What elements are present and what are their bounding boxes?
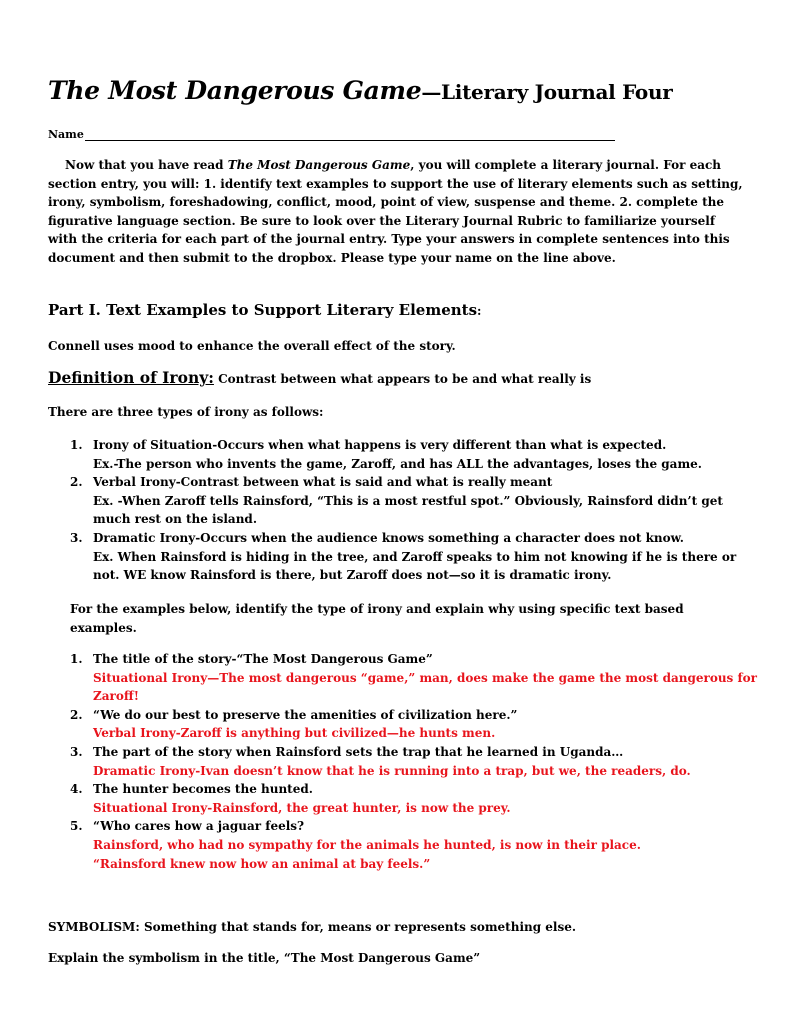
- symbolism-definition: SYMBOLISM: Something that stands for, means or represents something else.: [48, 920, 577, 934]
- part1-heading: [48, 301, 481, 319]
- irony-definition-text: Contrast between what appears to be and what really is: [213, 372, 592, 386]
- intro-paragraph: [48, 156, 748, 268]
- part1-heading-colon: :: [477, 304, 482, 318]
- list-number: 1.: [70, 652, 83, 666]
- list-number: 2.: [70, 707, 83, 722]
- examples-intro: For the examples below, identify the type of irony and explain why using specific text based examples.: [70, 602, 684, 635]
- irony-type-definition: Irony of Situation-Occurs when what happens is very different than what is expected.: [93, 438, 667, 452]
- name-label: Name: [48, 128, 84, 141]
- example-answer[interactable]: Rainsford, who had no sympathy for the animals he hunted, is now in their place.: [93, 837, 641, 852]
- part1-heading-text: Part I. Text Examples to Support Literary Elements: [48, 301, 478, 319]
- list-item: [70, 780, 760, 817]
- example-answer[interactable]: Situational Irony-Rainsford, the great hunter, is now the prey.: [93, 800, 511, 815]
- list-item: [70, 473, 760, 529]
- irony-types-list: [70, 436, 760, 585]
- intro-story-title: The Most Dangerous Game: [227, 158, 411, 172]
- symbolism-prompt: Explain the symbolism in the title, “The Most Dangerous Game”: [48, 951, 481, 965]
- list-item: [70, 650, 760, 706]
- irony-type-example: Ex. -When Zaroff tells Rainsford, “This is a most restful spot.” Obviously, Rainsford didn’t get much rest on the island.: [93, 493, 723, 527]
- example-prompt: “We do our best to preserve the amenities of civilization here.”: [93, 707, 518, 722]
- irony-type-definition: Dramatic Irony-Occurs when the audience knows something a character does not know.: [93, 530, 684, 545]
- example-answer[interactable]: Dramatic Irony-Ivan doesn’t know that he is running into a trap, but we, the readers, do.: [93, 763, 691, 778]
- list-item: [70, 436, 760, 473]
- irony-definition-heading: Definition of Irony:: [48, 368, 214, 387]
- irony-type-example: Ex.-The person who invents the game, Zaroff, and has ALL the advantages, loses the game.: [93, 456, 702, 471]
- example-answer[interactable]: Situational Irony—The most dangerous “game,” man, does make the game the most dangerous for Zaroff!: [93, 670, 757, 704]
- title-subtitle: —Literary Journal Four: [421, 80, 673, 104]
- list-item: [70, 817, 760, 873]
- list-item: [70, 743, 760, 780]
- list-number: 3.: [70, 744, 83, 759]
- example-answer[interactable]: Verbal Irony-Zaroff is anything but civilized—he hunts men.: [93, 726, 496, 741]
- list-number: 2.: [70, 475, 83, 490]
- title-italic: The Most Dangerous Game: [48, 76, 422, 105]
- mood-line: Connell uses mood to enhance the overall effect of the story.: [48, 339, 456, 353]
- irony-type-example: Ex. When Rainsford is hiding in the tree, and Zaroff speaks to him not knowing if he is there or not. WE know Rainsford is there, but Zaroff does not—so it is dramatic irony.: [93, 549, 737, 583]
- list-number: 3.: [70, 530, 83, 545]
- list-number: 4.: [70, 782, 83, 797]
- intro-text-start: Now that you have read: [65, 158, 228, 172]
- example-prompt: The title of the story-“The Most Dangerous Game”: [93, 652, 433, 666]
- list-number: 5.: [70, 819, 83, 834]
- intro-text-rest: , you will complete a literary journal. For each section entry, you will: 1. identify text examples to support the use of literary elements such as setting, irony, symbolism, foreshadowing, conflict, mood, point of view, suspense and theme. 2. complete the figurative language section. Be sure to look over the Literary Journal Rubric to familiarize yourself with the criteria for each part of the journal entry. Type your answers in complete sentences into this document and then submit to the dropbox. Please type your name on the line above.: [48, 158, 743, 265]
- name-underline[interactable]: [85, 129, 615, 141]
- example-answer-quote[interactable]: “Rainsford knew now how an animal at bay feels.”: [93, 856, 431, 871]
- list-item: [70, 706, 760, 743]
- list-number: 1.: [70, 438, 83, 452]
- irony-definition: [48, 368, 591, 387]
- name-field[interactable]: [48, 128, 615, 141]
- irony-type-definition: Verbal Irony-Contrast between what is said and what is really meant: [93, 475, 553, 490]
- examples-list: [70, 650, 760, 873]
- irony-types-intro: There are three types of irony as follows:: [48, 405, 324, 419]
- page-title: [48, 76, 672, 105]
- example-prompt: The hunter becomes the hunted.: [93, 782, 313, 797]
- example-prompt: The part of the story when Rainsford sets the trap that he learned in Uganda…: [93, 744, 624, 759]
- list-item: [70, 529, 760, 585]
- example-prompt: “Who cares how a jaguar feels?: [93, 819, 305, 834]
